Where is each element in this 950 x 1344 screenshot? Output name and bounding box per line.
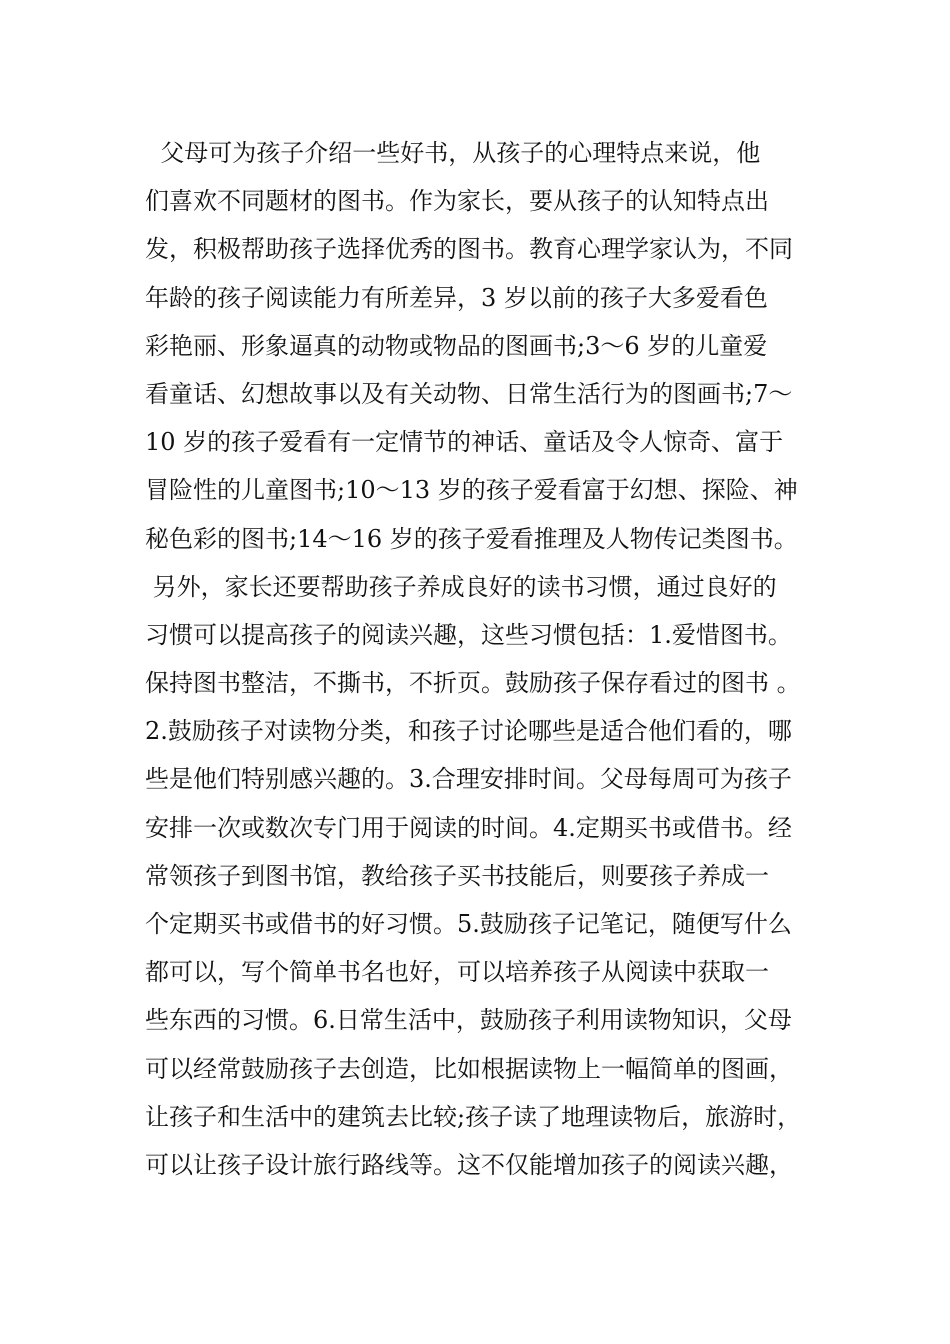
text-line: 可以经常鼓励孩子去创造，比如根据读物上一幅简单的图画， [145, 1054, 793, 1083]
text-line: 秘色彩的图书;14～16 岁的孩子爱看推理及人物传记类图书。 [145, 524, 798, 553]
text-line: 都可以，写个简单书名也好，可以培养孩子从阅读中获取一 [145, 958, 769, 987]
text-line: 冒险性的儿童图书;10～13 岁的孩子爱看富于幻想、探险、神 [145, 476, 798, 505]
text-line: 保持图书整洁，不撕书，不折页。鼓励孩子保存看过的图书 。 [145, 669, 801, 698]
text-line: 父母可为孩子介绍一些好书，从孩子的心理特点来说，他 [145, 139, 761, 167]
text-line: 看童话、幻想故事以及有关动物、日常生活行为的图画书;7～ [145, 379, 793, 408]
text-line: 另外，家长还要帮助孩子养成良好的读书习惯，通过良好的 [145, 572, 777, 601]
text-line: 10 岁的孩子爱看有一定情节的神话、童话及令人惊奇、富于 [145, 428, 784, 457]
text-line: 年龄的孩子阅读能力有所差异，3 岁以前的孩子大多爱看色 [145, 283, 768, 312]
text-line: 安排一次或数次专门用于阅读的时间。4.定期买书或借书。经 [145, 813, 792, 842]
text-line: 们喜欢不同题材的图书。作为家长，要从孩子的认知特点出 [145, 187, 769, 216]
text-line: 个定期买书或借书的好习惯。5.鼓励孩子记笔记，随便写什么 [145, 910, 792, 938]
text-line: 些东西的习惯。6.日常生活中，鼓励孩子利用读物知识，父母 [145, 1006, 792, 1035]
text-line: 彩艳丽、形象逼真的动物或物品的图画书;3～6 岁的儿童爱 [145, 331, 768, 360]
text-line: 让孩子和生活中的建筑去比较;孩子读了地理读物后，旅游时， [145, 1102, 802, 1131]
text-line: 些是他们特别感兴趣的。3.合理安排时间。父母每周可为孩子 [145, 765, 792, 794]
text-line: 常领孩子到图书馆，教给孩子买书技能后，则要孩子养成一 [145, 861, 769, 890]
text-line: 2.鼓励孩子对读物分类，和孩子讨论哪些是适合他们看的，哪 [145, 717, 792, 746]
text-line: 习惯可以提高孩子的阅读兴趣，这些习惯包括：1.爱惜图书。 [145, 620, 792, 649]
text-line: 发，积极帮助孩子选择优秀的图书。教育心理学家认为，不同 [145, 235, 793, 264]
text-line: 可以让孩子设计旅行路线等。这不仅能增加孩子的阅读兴趣， [145, 1150, 793, 1179]
body-text [145, 129, 825, 1189]
